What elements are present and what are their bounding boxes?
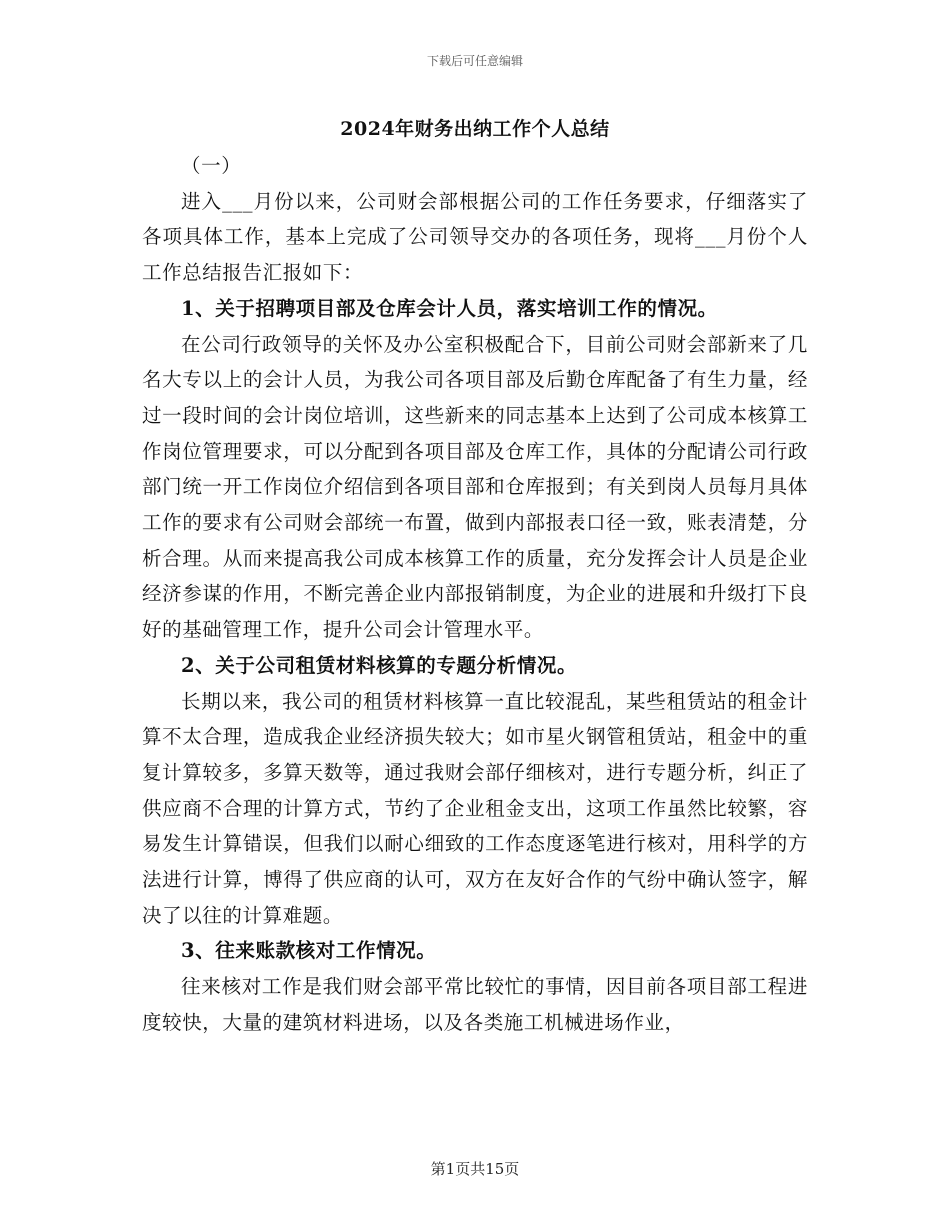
- page-number-footer: 第1页共15页: [430, 1160, 520, 1178]
- section-heading-3: 3、往来账款核对工作情况。: [181, 939, 437, 963]
- intro-paragraph: 进入___月份以来，公司财会部根据公司的工作任务要求，仔细落实了各项具体工作，基本上完成了公司领导交办的各项任务，现将___月份个人工作总结报告汇报如下：: [142, 189, 808, 285]
- section-heading-2: 2、关于公司租赁材料核算的专题分析情况。: [181, 653, 578, 677]
- document-body: [142, 148, 808, 1041]
- body-paragraph-3: 往来核对工作是我们财会部平常比较忙的事情，因目前各项目部工程进度较快，大量的建筑材料进场，以及各类施工机械进场作业，: [142, 975, 808, 1034]
- body-paragraph-2: 长期以来，我公司的租赁材料核算一直比较混乱，某些租赁站的租金计算不太合理，造成我企业经济损失较大；如市星火钢管租赁站，租金中的重复计算较多，多算天数等，通过我财会部仔细核对，进行专题分析，纠正了供应商不合理的计算方式，节约了企业租金支出，这项工作虽然比较繁，容易发生计算错误，但我们以耐心细致的工作态度逐笔进行核对，用科学的方法进行计算，博得了供应商的认可，双方在友好合作的气纷中确认签字，解决了以往的计算难题。: [142, 689, 808, 927]
- document-title: 2024年财务出纳工作个人总结: [340, 118, 610, 140]
- page-header-note: 下载后可任意编辑: [426, 54, 523, 68]
- section-label: （一）: [181, 154, 242, 177]
- section-heading-1: 1、关于招聘项目部及仓库会计人员，落实培训工作的情况。: [181, 296, 718, 320]
- body-paragraph-1: 在公司行政领导的关怀及办公室积极配合下，目前公司财会部新来了几名大专以上的会计人员，为我公司各项目部及后勤仓库配备了有生力量，经过一段时间的会计岗位培训，这些新来的同志基本上达到了公司成本核算工作岗位管理要求，可以分配到各项目部及仓库工作，具体的分配请公司行政部门统一开工作岗位介绍信到各项目部和仓库报到；有关到岗人员每月具体工作的要求有公司财会部统一布置，做到内部报表口径一致，账表清楚，分析合理。从而来提高我公司成本核算工作的质量，充分发挥会计人员是企业经济参谋的作用，不断完善企业内部报销制度，为企业的进展和升级打下良好的基础管理工作，提升公司会计管理水平。: [142, 332, 808, 642]
